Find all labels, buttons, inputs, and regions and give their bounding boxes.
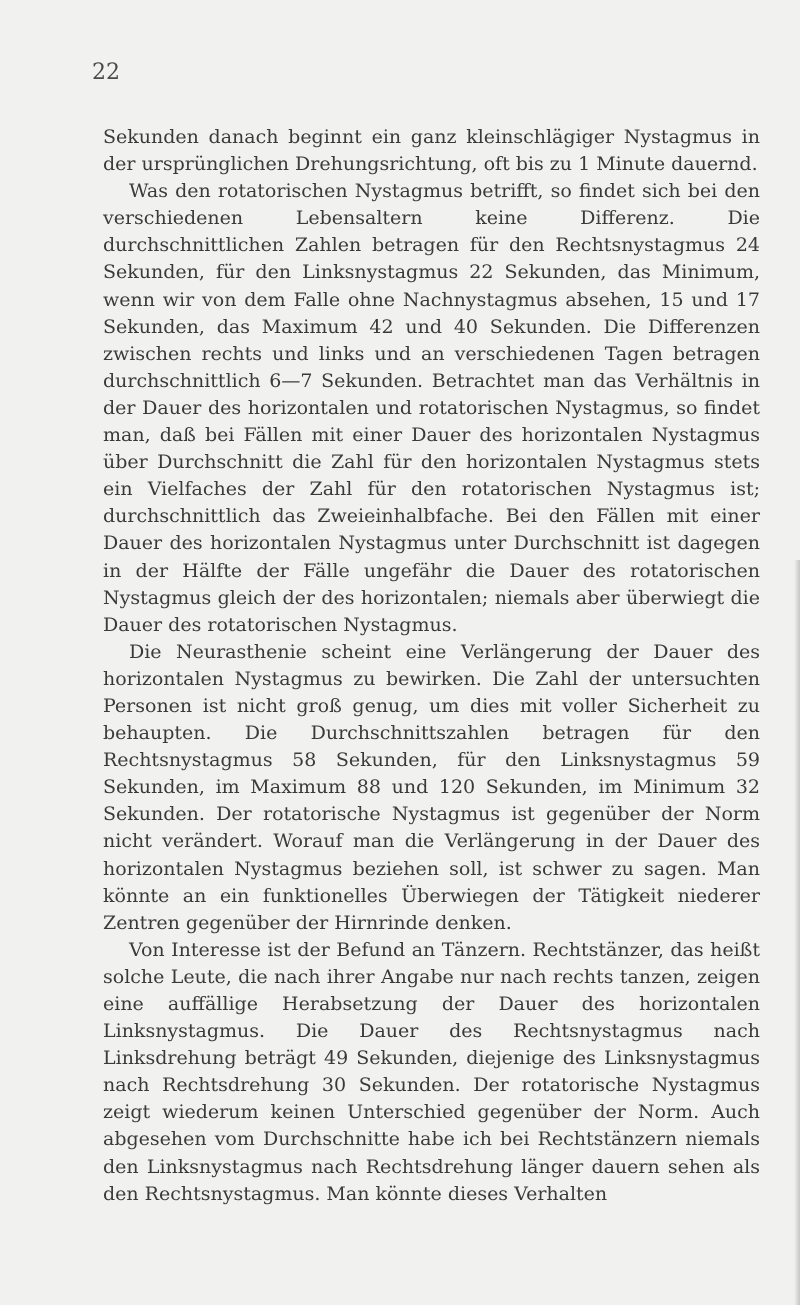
page-number: 22 [92, 60, 120, 85]
paragraph-1: Sekunden danach beginnt ein ganz kleinschlägiger Nystagmus in der ursprünglichen Drehungsrichtung, oft bis zu 1 Minute dauernd. [103, 126, 760, 176]
body-text [103, 124, 760, 1208]
paragraph-3: Die Neurasthenie scheint eine Verlängerung der Dauer des horizontalen Nystagmus zu bewirken. Die Zahl der untersuchten Personen ist nicht groß genug, um dies mit voller Sicherheit zu behaupten. Die Durchschnittszahlen betragen für den Rechtsnystagmus 58 Sekunden, für den Linksnystagmus 59 Sekunden, im Maximum 88 und 120 Sekunden, im Minimum 32 Sekunden. Der rotatorische Nystagmus ist gegenüber der Norm nicht verändert. Worauf man die Verlängerung in der Dauer des horizontalen Nystagmus beziehen soll, ist schwer zu sagen. Man könnte an ein funktionelles Überwiegen der Tätigkeit niederer Zentren gegenüber der Hirnrinde denken. [103, 640, 760, 934]
paragraph-4: Von Interesse ist der Befund an Tänzern. Rechtstänzer, das heißt solche Leute, die nach ihrer Angabe nur nach rechts tanzen, zeigen eine auffällige Herabsetzung der Dauer des horizontalen Linksnystagmus. Die Dauer des Rechtsnystagmus nach Linksdrehung beträgt 49 Sekunden, diejenige des Linksnystagmus nach Rechtsdrehung 30 Sekunden. Der rotatorische Nystagmus zeigt wiederum keinen Unterschied gegenüber der Norm. Auch abgesehen vom Durchschnitte habe ich bei Rechtstänzern niemals den Linksnystagmus nach Rechtsdrehung länger dauern sehen als den Rechtsnystagmus. Man könnte dieses Verhalten [103, 938, 760, 1205]
page-edge-shadow [794, 560, 800, 1305]
paragraph-2: Was den rotatorischen Nystagmus betrifft, so findet sich bei den verschiedenen Lebensaltern keine Differenz. Die durchschnittlichen Zahlen betragen für den Rechtsnystagmus 24 Sekunden, für den Linksnystagmus 22 Sekunden, das Minimum, wenn wir von dem Falle ohne Nachnystagmus absehen, 15 und 17 Sekunden, das Maximum 42 und 40 Sekunden. Die Differenzen zwischen rechts und links und an verschiedenen Tagen betragen durchschnittlich 6—7 Sekunden. Betrachtet man das Verhältnis in der Dauer des horizontalen und rotatorischen Nystagmus, so findet man, daß bei Fällen mit einer Dauer des horizontalen Nystagmus über Durchschnitt die Zahl für den horizontalen Nystagmus stets ein Vielfaches der Zahl für den rotatorischen Nystagmus ist; durchschnittlich das Zweieinhalbfache. Bei den Fällen mit einer Dauer des horizontalen Nystagmus unter Durchschnitt ist dagegen in der Hälfte der Fälle ungefähr die Dauer des rotatorischen Nystagmus gleich der des horizontalen; niemals aber überwiegt die Dauer des rotatorischen Nystagmus. [103, 180, 760, 636]
